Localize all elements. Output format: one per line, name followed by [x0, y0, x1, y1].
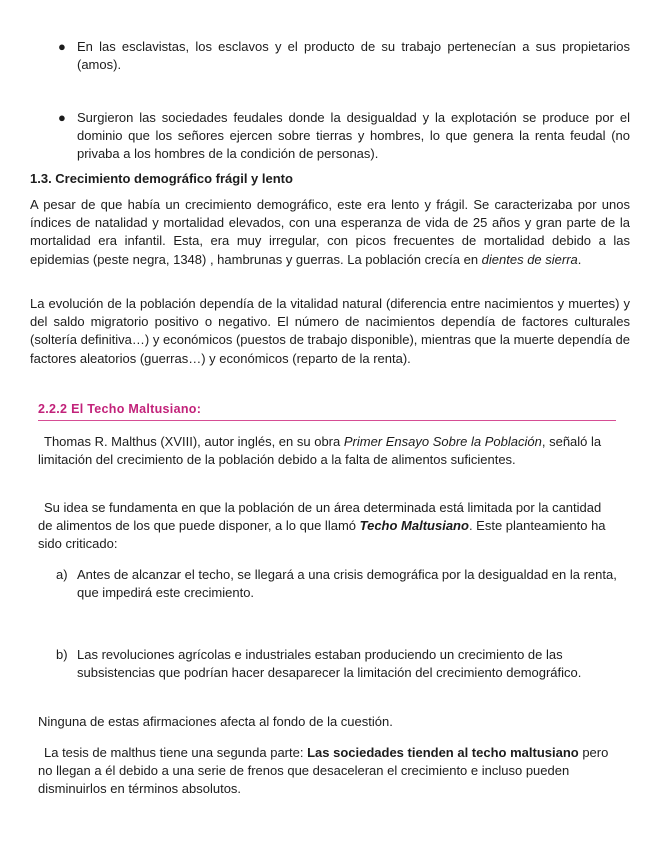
- key-statement: Las sociedades tienden al techo maltusiano: [307, 745, 579, 760]
- section-heading-2-2-2: 2.2.2 El Techo Maltusiano:: [38, 402, 616, 421]
- paragraph-text-end: . Este planteamiento ha sido criticado:: [38, 518, 606, 552]
- paragraph-evolucion: La evolución de la población dependía de la vitalidad natural (diferencia entre nacimientos y muertes) y del saldo migratorio positivo o negativo. El número de nacimientos dependía de factores culturales (soltería definitiva…) y económicos (puestos de trabajo disponible), mientras que la muerte dependía de factores aleatorios (guerras…) y económicos (reparto de la renta).: [30, 296, 630, 366]
- paragraph-ninguna: Ninguna de estas afirmaciones afecta al fondo de la cuestión.: [38, 714, 393, 729]
- paragraph-text-end: , señaló la limitación del crecimiento de la población debido a la falta de alimentos suficientes.: [38, 434, 602, 468]
- paragraph-demografia: [30, 196, 630, 269]
- paragraph-text-end: pero no llegan a él debido a una serie de frenos que desaceleran el crecimiento e incluso pueden disminuirlos en términos absolutos.: [38, 745, 609, 797]
- key-term: Techo Maltusiano: [359, 518, 469, 534]
- bullet-list-2: [30, 109, 630, 163]
- paragraph-text: Thomas R. Malthus (XVIII), autor inglés, en su obra: [44, 434, 344, 449]
- list-item: [30, 109, 630, 163]
- list-item: [30, 38, 630, 74]
- paragraph-idea: [38, 499, 618, 554]
- bullet-dot-icon: ●: [58, 110, 66, 125]
- book-title: Primer Ensayo Sobre la Población: [343, 434, 542, 449]
- list-letter: b): [56, 647, 68, 662]
- paragraph-text: A pesar de que había un crecimiento demográfico, este era lento y frágil. Se caracterizaba por unos índices de natalidad y mortalidad elevados, con una esperanza de vida de 25 años y gran parte de la mortalidad era infantil. Esta, era muy irregular, con picos frecuentes de mortalidad debido a las epidemias (peste negra, 1348) , hambrunas y guerras. La población crecía en: [30, 197, 630, 267]
- bullet-text: Surgieron las sociedades feudales donde la desigualdad y la explotación se produce por el dominio que los señores ejercen sobre tierras y hombres, lo que genera la renta feudal (no privaba a los hombres de la condición de personas).: [77, 110, 630, 161]
- list-item-b: [56, 646, 637, 682]
- paragraph-text: Su idea se fundamenta en que la población de un área determinada está limitada por la cantidad de alimentos de los que puede disponer, a lo que llamó: [38, 500, 602, 534]
- paragraph-text: La tesis de malthus tiene una segunda parte:: [44, 745, 308, 760]
- list-text: Las revoluciones agrícolas e industriales estaban produciendo un crecimiento de las subsistencias que podrían hacer desaparecer la limitación del crecimiento demográfico.: [77, 647, 582, 681]
- list-item-a: [56, 566, 637, 602]
- paragraph-malthus: [38, 433, 618, 469]
- list-letter: a): [56, 567, 68, 582]
- paragraph-tesis: [38, 744, 618, 799]
- section-heading-1-3: 1.3. Crecimiento demográfico frágil y lento: [30, 171, 293, 186]
- paragraph-end: .: [577, 251, 582, 267]
- bullet-dot-icon: ●: [58, 39, 66, 54]
- bullet-text: En las esclavistas, los esclavos y el producto de su trabajo pertenecían a sus propietarios (amos).: [77, 39, 630, 72]
- italic-term: dientes de sierra: [481, 251, 578, 267]
- bullet-list-1: [30, 38, 630, 74]
- list-text: Antes de alcanzar el techo, se llegará a una crisis demográfica por la desigualdad en la renta, que impedirá este crecimiento.: [77, 567, 617, 601]
